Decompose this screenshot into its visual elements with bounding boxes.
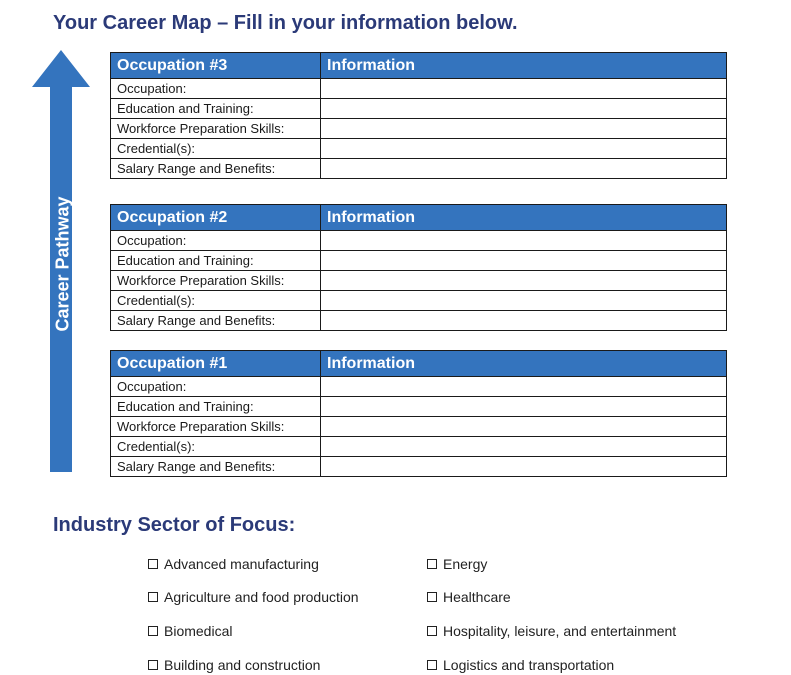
- checkbox-icon[interactable]: [148, 626, 158, 636]
- occupation-2-header: Occupation #2: [111, 205, 321, 231]
- career-pathway-label: Career Pathway: [52, 196, 73, 332]
- sector-option-label: Healthcare: [443, 589, 511, 605]
- education-label: Education and Training:: [111, 397, 321, 417]
- information-header: Information: [321, 205, 727, 231]
- salary-field[interactable]: [321, 311, 727, 331]
- page-title: Your Career Map – Fill in your information below.: [53, 12, 518, 34]
- credentials-field[interactable]: [321, 437, 727, 457]
- sector-option-hospitality[interactable]: [427, 623, 676, 639]
- occupation-label: Occupation:: [111, 231, 321, 251]
- sector-option-label: Advanced manufacturing: [164, 556, 319, 572]
- education-field[interactable]: [321, 397, 727, 417]
- occupation-2-table: [110, 204, 727, 331]
- education-field[interactable]: [321, 251, 727, 271]
- sector-option-label: Logistics and transportation: [443, 657, 615, 673]
- salary-label: Salary Range and Benefits:: [111, 159, 321, 179]
- occupation-3-table: [110, 52, 727, 179]
- checkbox-icon[interactable]: [148, 559, 158, 569]
- sector-option-agriculture[interactable]: [148, 589, 359, 605]
- skills-field[interactable]: [321, 119, 727, 139]
- salary-field[interactable]: [321, 457, 727, 477]
- credentials-field[interactable]: [321, 139, 727, 159]
- checkbox-icon[interactable]: [427, 626, 437, 636]
- salary-label: Salary Range and Benefits:: [111, 457, 321, 477]
- occupation-3-header: Occupation #3: [111, 53, 321, 79]
- skills-field[interactable]: [321, 417, 727, 437]
- sector-option-advanced-manufacturing[interactable]: [148, 556, 319, 572]
- occupation-label: Occupation:: [111, 79, 321, 99]
- sector-option-label: Biomedical: [164, 623, 233, 639]
- sector-option-label: Agriculture and food production: [164, 589, 359, 605]
- education-label: Education and Training:: [111, 99, 321, 119]
- education-field[interactable]: [321, 99, 727, 119]
- credentials-label: Credential(s):: [111, 437, 321, 457]
- checkbox-icon[interactable]: [148, 592, 158, 602]
- sector-title: Industry Sector of Focus:: [53, 514, 296, 536]
- occupation-label: Occupation:: [111, 377, 321, 397]
- credentials-label: Credential(s):: [111, 139, 321, 159]
- sector-option-logistics[interactable]: [427, 657, 614, 673]
- sector-option-building[interactable]: [148, 657, 320, 673]
- occupation-field[interactable]: [321, 231, 727, 251]
- skills-label: Workforce Preparation Skills:: [111, 417, 321, 437]
- skills-label: Workforce Preparation Skills:: [111, 271, 321, 291]
- sector-option-label: Hospitality, leisure, and entertainment: [443, 623, 677, 639]
- information-header: Information: [321, 53, 727, 79]
- sector-option-label: Building and construction: [164, 657, 321, 673]
- sector-option-label: Energy: [443, 556, 488, 572]
- occupation-field[interactable]: [321, 79, 727, 99]
- credentials-label: Credential(s):: [111, 291, 321, 311]
- checkbox-icon[interactable]: [427, 592, 437, 602]
- skills-label: Workforce Preparation Skills:: [111, 119, 321, 139]
- checkbox-icon[interactable]: [148, 660, 158, 670]
- occupation-1-header: Occupation #1: [111, 351, 321, 377]
- sector-option-energy[interactable]: [427, 556, 487, 572]
- skills-field[interactable]: [321, 271, 727, 291]
- salary-label: Salary Range and Benefits:: [111, 311, 321, 331]
- checkbox-icon[interactable]: [427, 660, 437, 670]
- salary-field[interactable]: [321, 159, 727, 179]
- sector-option-biomedical[interactable]: [148, 623, 232, 639]
- credentials-field[interactable]: [321, 291, 727, 311]
- occupation-field[interactable]: [321, 377, 727, 397]
- sector-option-healthcare[interactable]: [427, 589, 511, 605]
- education-label: Education and Training:: [111, 251, 321, 271]
- information-header: Information: [321, 351, 727, 377]
- occupation-1-table: [110, 350, 727, 477]
- checkbox-icon[interactable]: [427, 559, 437, 569]
